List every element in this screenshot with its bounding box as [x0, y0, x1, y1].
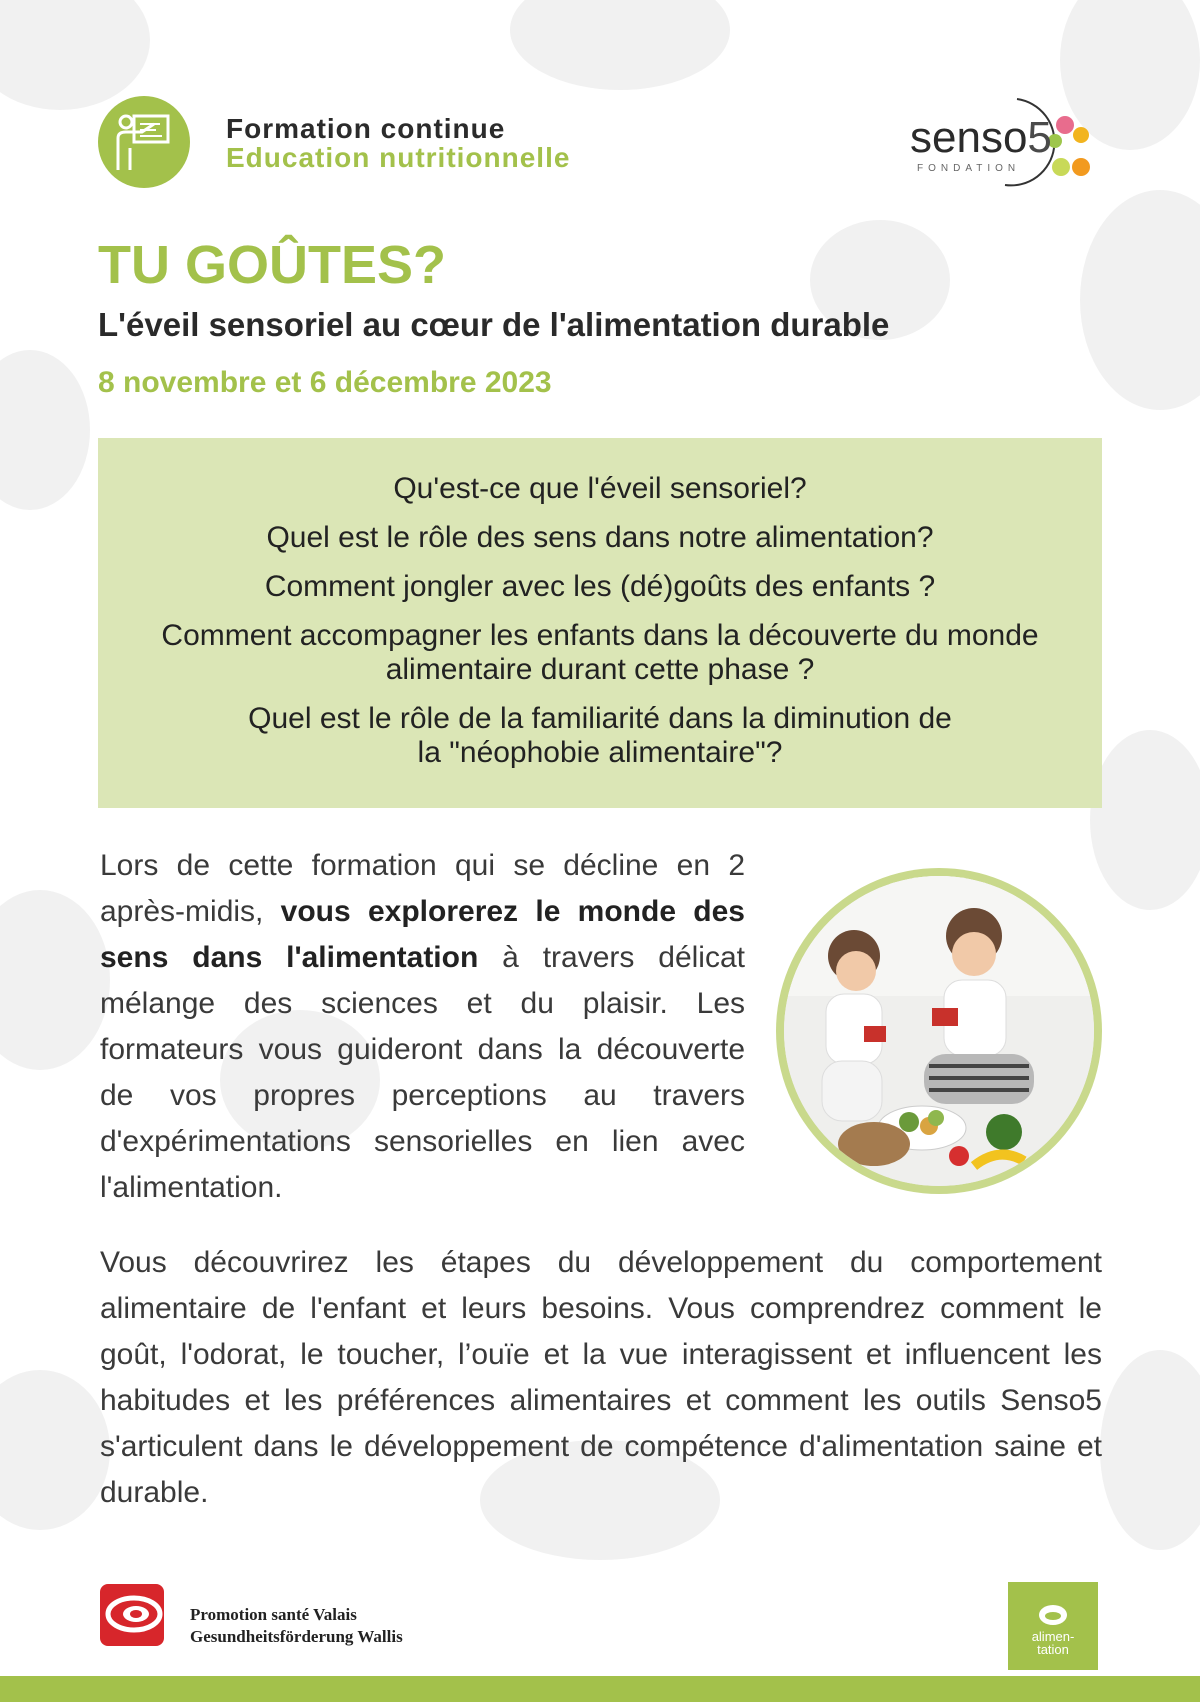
question-item: Quel est le rôle de la familiarité dans la diminution de la "néophobie alimentaire"? — [248, 702, 952, 769]
question-item: Qu'est-ce que l'éveil sensoriel? — [393, 472, 807, 505]
intro-highlight: vous explorerez le monde des sens dans l'alimentation — [100, 895, 745, 974]
intro-text-end: à travers délicat mélange des sciences et du plaisir. Les formateurs vous guideront dans la découverte de vos propres perceptions au travers d'expérimentations sensorielles en lien avec l'alimentation. — [100, 941, 745, 1204]
event-dates: 8 novembre et 6 décembre 2023 — [98, 366, 552, 399]
org-name-fr: Promotion santé Valais — [190, 1605, 357, 1624]
question-item: Quel est le rôle des sens dans notre alimentation? — [266, 521, 934, 554]
eye-icon — [1038, 1604, 1068, 1626]
page-title: TU GOÛTES? — [98, 235, 446, 295]
logo-tagline: FONDATION — [917, 163, 1021, 174]
questions-box — [98, 438, 1102, 808]
alimentation-label — [1008, 1630, 1098, 1656]
children-eating-photo — [776, 868, 1102, 1194]
teacher-board-icon — [98, 96, 190, 188]
alimentation-logo — [1008, 1582, 1098, 1670]
org-name-de: Gesundheitsförderung Wallis — [190, 1627, 403, 1646]
logo-word: senso — [910, 113, 1028, 162]
header-title: Formation continue — [226, 113, 506, 144]
alim-line1: alimen- — [1031, 1629, 1075, 1644]
alim-line2: tation — [1037, 1642, 1069, 1657]
organization-name — [190, 1604, 403, 1648]
header-subtitle: Education nutritionnelle — [226, 142, 571, 173]
footer-bar — [0, 1676, 1200, 1702]
promotion-sante-valais-logo — [100, 1584, 164, 1646]
details-paragraph: Vous découvrirez les étapes du développement du comportement alimentaire de l'enfant et leurs besoins. Vous comprendrez comment le goût, l'odorat, le toucher, l’ouïe et la vue interagissent et influencent les habitudes et les préférences alimentaires et comment les outils Senso5 s'articulent dans le développement de compétence d'alimentation saine et durable. — [100, 1246, 1102, 1509]
intro-text: Lors de cette formation qui se décline en 2 après-midis, — [100, 849, 745, 928]
senso5-logo — [905, 95, 1105, 190]
page-subtitle: L'éveil sensoriel au cœur de l'alimentation durable — [98, 306, 890, 343]
logo-digit: 5 — [1027, 113, 1052, 162]
question-item: Comment jongler avec les (dé)goûts des enfants ? — [264, 570, 936, 603]
question-item: Comment accompagner les enfants dans la découverte du monde alimentaire durant cette phase ? — [161, 619, 1039, 686]
intro-paragraph — [100, 843, 745, 1211]
questions-list — [98, 472, 1102, 785]
